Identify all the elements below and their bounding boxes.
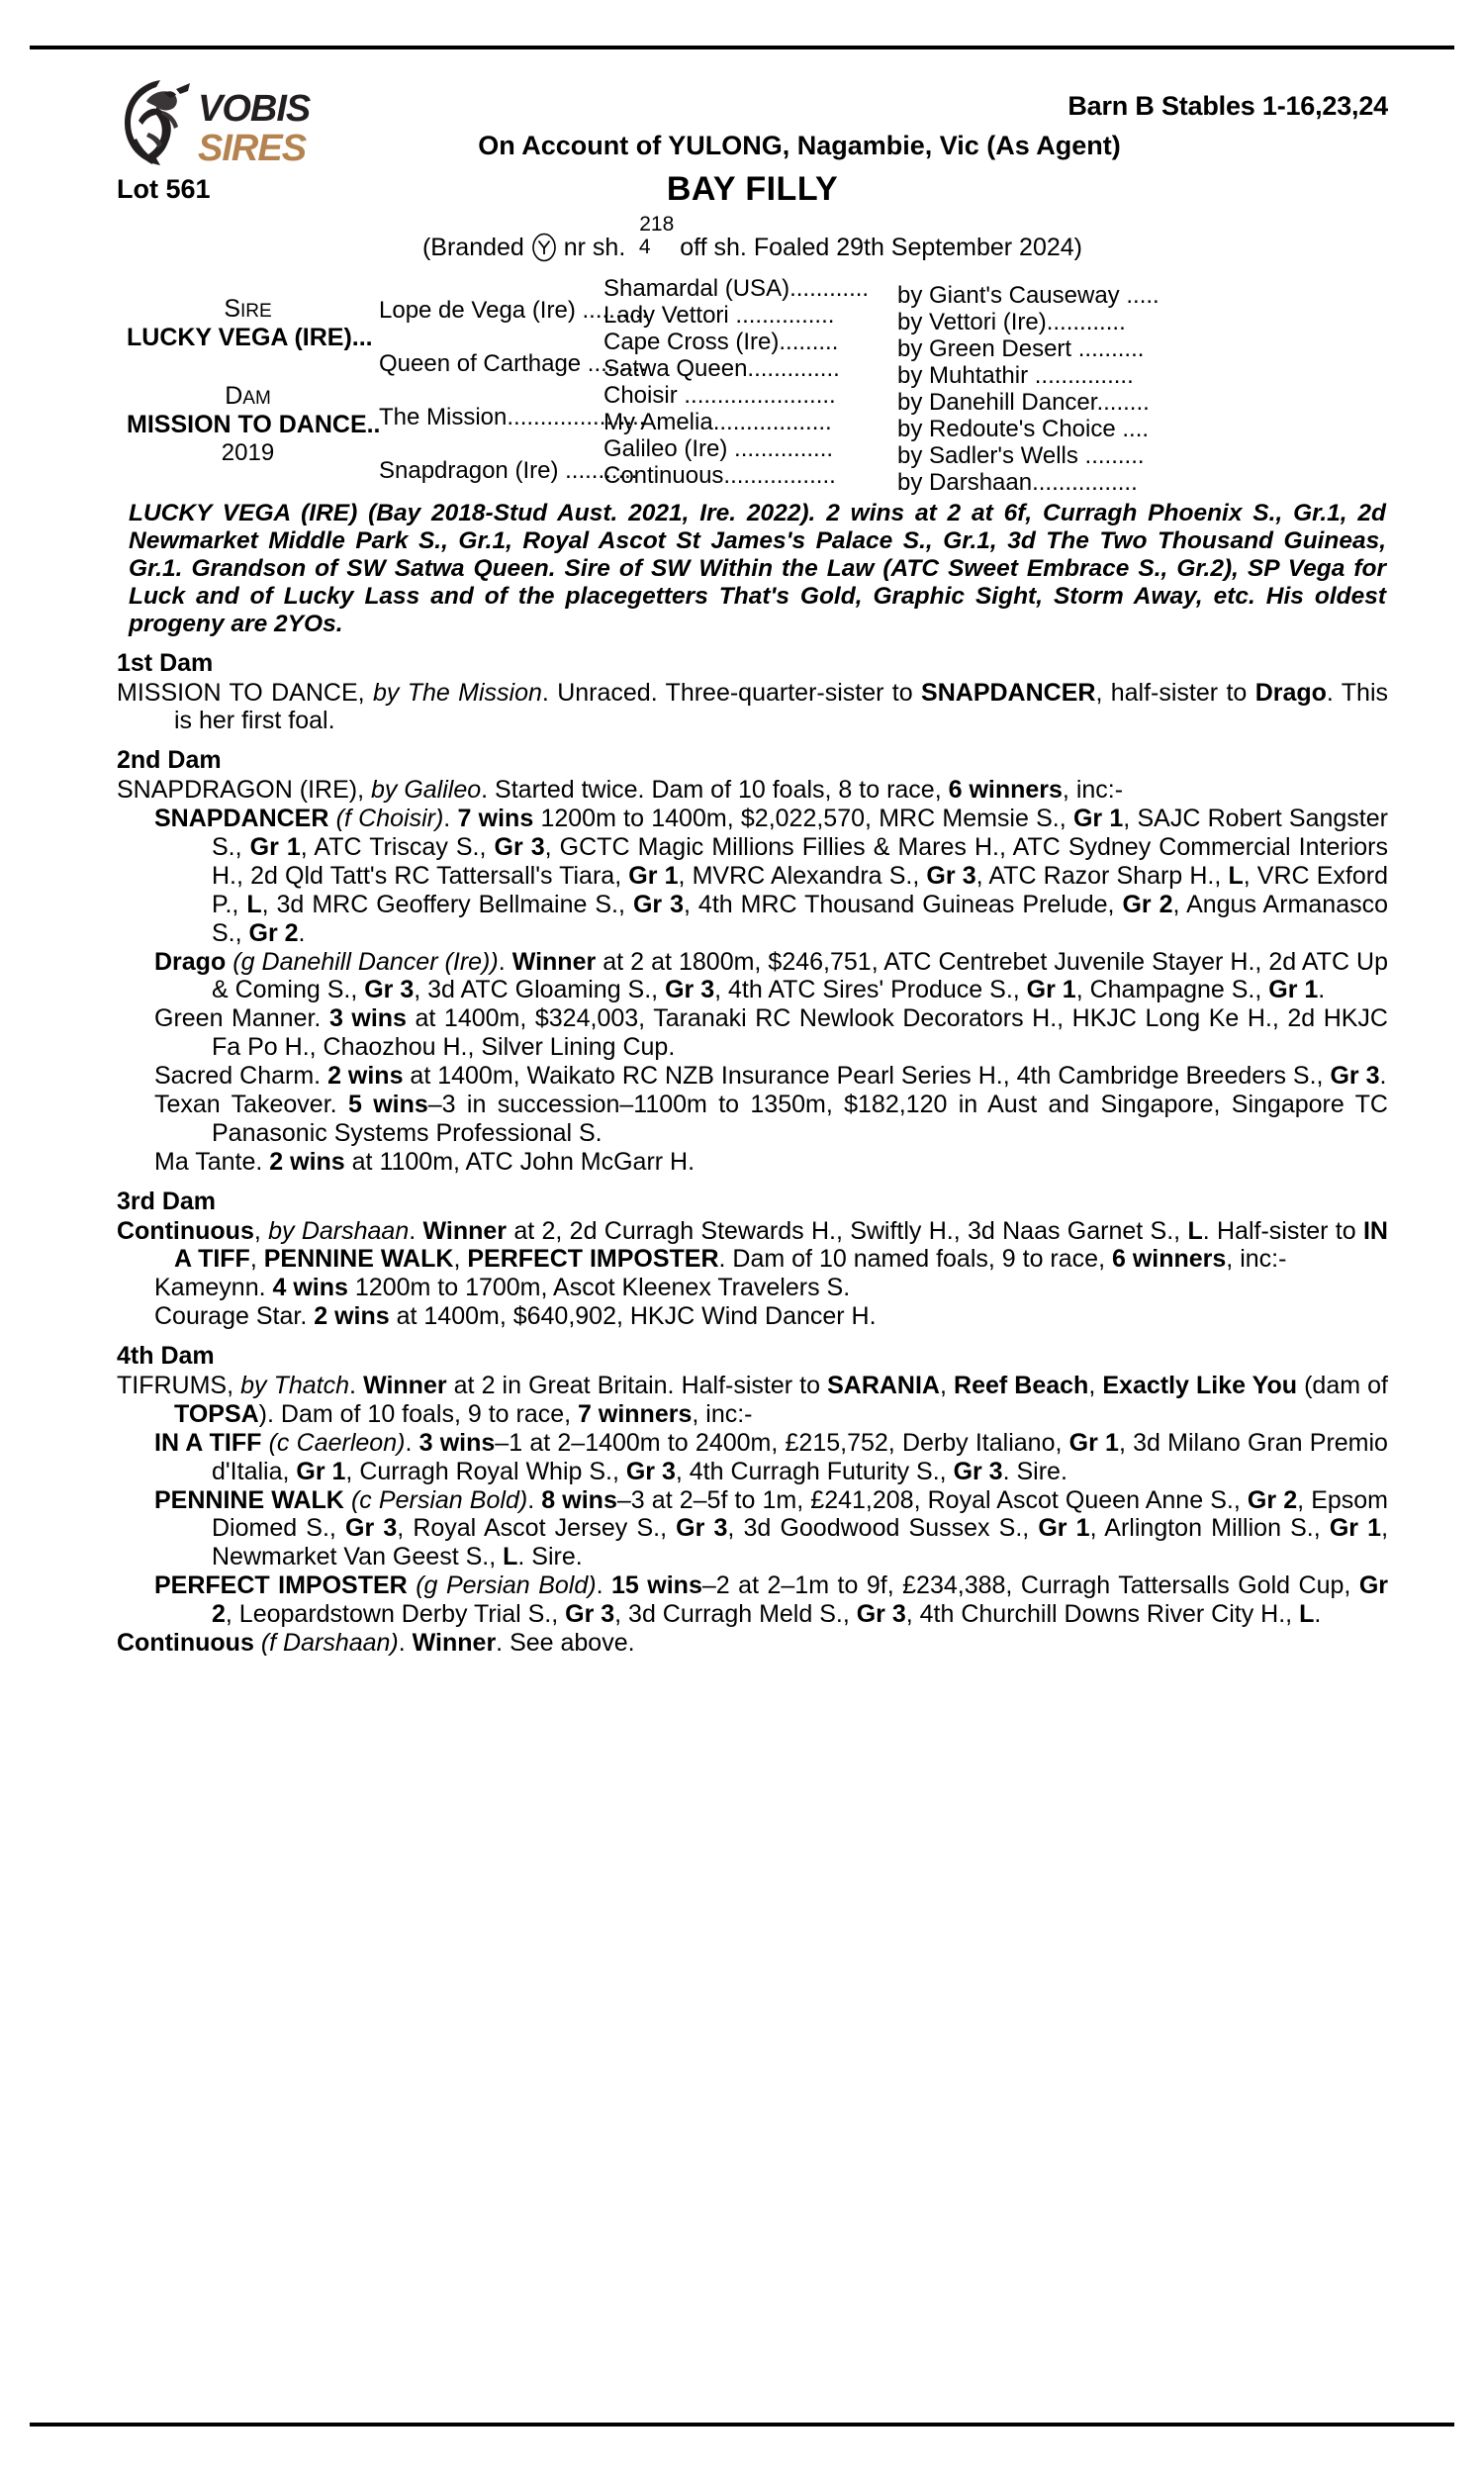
brand-prefix-text: (Branded (421, 234, 524, 261)
pedigree-g3-by-4: by Danehill Dancer........ (897, 389, 1150, 416)
pedigree-entry (117, 1004, 1388, 1062)
brand-fraction-denominator: 4 (638, 236, 651, 258)
pedigree-g3-by-0: by Giant's Causeway ..... (897, 282, 1159, 309)
pedigree-g3-name-0: Shamardal (USA)............ (603, 275, 870, 302)
brand-off-side-text: off sh. Foaled 29th September 2024) (680, 234, 1082, 261)
brand-fraction-numerator: 218 (639, 213, 675, 236)
pedigree-g3-name-3: Satwa Queen.............. (603, 355, 840, 382)
dam-heading: 3rd Dam (117, 1187, 217, 1215)
pedigree-g3-by-5: by Redoute's Choice .... (897, 416, 1150, 442)
pedigree-entry (117, 1302, 1388, 1331)
logo-word-sires: SIRES (198, 128, 307, 168)
page-title: BAY FILLY (666, 170, 839, 208)
brand-details-line (117, 213, 1388, 263)
dam-heading: 4th Dam (117, 1342, 215, 1371)
pedigree-g3-by-7: by Darshaan................ (897, 469, 1138, 496)
pedigree-entry-text: PENNINE WALK (c Persian Bold). 8 wins–3 at 2–5f to 1m, £241,208, Royal Ascot Queen Anne S., Gr 2, Epsom Diomed S., Gr 3, Royal Ascot Jersey S., Gr 3, 3d Goodwood Sussex S., Gr 1, Arlington Million S., Gr 1, Newmarket Van Geest S., L. Sire. (154, 1485, 1389, 1571)
pedigree-entry (117, 1148, 1388, 1177)
pedigree-g2-2: The Mission..................... (379, 404, 646, 430)
pedigree-entry-text: Continuous (f Darshaan). Winner. See above. (117, 1628, 635, 1657)
pedigree-entry-text: Drago (g Danehill Dancer (Ire)). Winner at 2 at 1800m, $246,751, ATC Centrebet Juvenile Stayer H., 2d ATC Up & Coming S., Gr 3, 3d ATC Gloaming S., Gr 3, 4th ATC Sires' Produce S., Gr 1, Champagne S., Gr 1. (154, 947, 1388, 1004)
sire-summary-paragraph: LUCKY VEGA (IRE) (Bay 2018-Stud Aust. 2021, Ire. 2022). 2 wins at 2 at 6f, Curragh Phoenix S., Gr.1, 2d Newmarket Middle Park S., Gr.1, Royal Ascot St James's Palace S., Gr.1, 3d The Two Thousand Guineas, Gr.1. Grandson of SW Satwa Queen. Sire of SW Within the Law (ATC Sweet Embrace S., Gr.2), SP Vega for Luck and of Lucky Lass and of the placegetters That's Gold, Graphic Sight, Storm Away, etc. His oldest progeny are 2YOs. (129, 500, 1386, 637)
dam-label: DAM (225, 382, 271, 410)
pedigree-g3-name-4: Choisir ....................... (603, 382, 836, 409)
pedigree-entry (117, 1486, 1388, 1572)
pedigree-g3-name-2: Cape Cross (Ire)......... (603, 329, 839, 355)
pedigree-entry (117, 1629, 1388, 1658)
pedigree-col-great-grandparents (603, 275, 1385, 496)
pedigree-g3-row-7 (603, 462, 1385, 497)
brand-near-side-text: nr sh. (563, 234, 626, 261)
pedigree-entry-text: MISSION TO DANCE, by The Mission. Unraced. Three-quarter-sister to SNAPDANCER, half-sister to Drago. This is her first foal. (117, 678, 1389, 735)
pedigree-g3-by-6: by Sadler's Wells ......... (897, 442, 1145, 469)
pedigree-entry-text: Green Manner. 3 wins at 1400m, $324,003, Taranaki RC Newlook Decorators H., HKJC Long Ke H., 2d HKJC Fa Po H., Chaozhou H., Silver Lining Cup. (154, 1004, 1388, 1062)
barn-stables-label: Barn B Stables 1-16,23,24 (1067, 91, 1388, 121)
pedigree-entry-text: Kameynn. 4 wins 1200m to 1700m, Ascot Kleenex Travelers S. (154, 1274, 851, 1302)
pedigree-g3-by-2: by Green Desert .......... (897, 335, 1145, 362)
pedigree-g2-1: Queen of Carthage ......... (379, 350, 647, 377)
dam-year: 2019 (221, 439, 275, 466)
pedigree-entry-text: TIFRUMS, by Thatch. Winner at 2 in Great Britain. Half-sister to SARANIA, Reef Beach, Exactly Like You (dam of TOPSA). Dam of 10 foals, 9 to race, 7 winners, inc:- (117, 1372, 1388, 1428)
dam-heading: 2nd Dam (117, 746, 222, 775)
pedigree-g3-name-5: My Amelia.................. (603, 409, 832, 435)
dam-heading: 1st Dam (117, 648, 214, 677)
pedigree-g3-name-7: Continuous................. (603, 462, 836, 489)
pedigree-entry (117, 948, 1388, 1005)
bottom-rule (30, 2423, 1454, 2426)
pedigree-entry (117, 1062, 1388, 1091)
pedigree-entry (117, 1429, 1388, 1486)
dam-sections (117, 649, 1388, 1658)
pedigree-dam-block (127, 382, 381, 467)
dam-name: MISSION TO DANCE.. (127, 411, 381, 438)
pedigree-g3-name-6: Galileo (Ire) ............... (603, 435, 834, 462)
pedigree-entry-text: IN A TIFF (c Caerleon). 3 wins–1 at 2–1400m to 2400m, £215,752, Derby Italiano, Gr 1, 3d Milano Gran Premio d'Italia, Gr 1, Curragh Royal Whip S., Gr 3, 4th Curragh Futurity S., Gr 3. Sire. (154, 1428, 1388, 1485)
vendor-account-label: On Account of YULONG, Nagambie, Vic (As Agent) (478, 131, 1121, 160)
pedigree-entry-text: Continuous, by Darshaan. Winner at 2, 2d Curragh Stewards H., Swiftly H., 3d Naas Garnet S., L. Half-sister to IN A TIFF, PENNINE WALK, PERFECT IMPOSTER. Dam of 10 named foals, 9 to race, 6 winners, inc:- (117, 1216, 1388, 1274)
pedigree-entry (117, 776, 1388, 805)
title-row (117, 170, 1388, 218)
lot-number: Lot 561 (117, 174, 211, 204)
pedigree-entry-text: PERFECT IMPOSTER (g Persian Bold). 15 wins–2 at 2–1m to 9f, £234,388, Curragh Tattersalls Gold Cup, Gr 2, Leopardstown Derby Trial S., Gr 3, 3d Curragh Meld S., Gr 3, 4th Churchill Downs River City H., L. (154, 1571, 1388, 1629)
pedigree-entry-text: Texan Takeover. 5 wins–3 in succession–1100m to 1350m, $182,120 in Aust and Singapore, Singapore TC Panasonic Systems Professional S. (154, 1090, 1388, 1147)
pedigree-g3-name-1: Lady Vettori ............... (603, 302, 835, 329)
pedigree-entry-text: Ma Tante. 2 wins at 1100m, ATC John McGarr H. (154, 1147, 696, 1176)
pedigree-entry-text: SNAPDANCER (f Choisir). 7 wins 1200m to 1400m, $2,022,570, MRC Memsie S., Gr 1, SAJC Robert Sangster S., Gr 1, ATC Triscay S., Gr 3, GCTC Magic Millions Fillies & Mares H., ATC Sydney Commercial Interiors H., 2d Qld Tatt's RC Tattersall's Tiara, Gr 1, MVRC Alexandra S., Gr 3, ATC Razor Sharp H., L, VRC Exford P., L, 3d MRC Geoffery Bellmaine S., Gr 3, 4th MRC Thousand Guineas Prelude, Gr 2, Angus Armanasco S., Gr 2. (154, 805, 1388, 947)
pedigree-entry (117, 679, 1388, 736)
pedigree-col-parents (127, 275, 381, 488)
pedigree-g2-0: Lope de Vega (Ire) .......... (379, 297, 649, 324)
pedigree-entry (117, 1571, 1388, 1629)
pedigree-entry-text: SNAPDRAGON (IRE), by Galileo. Started twice. Dam of 10 foals, 8 to race, 6 winners, inc:- (117, 776, 1124, 805)
pedigree-table (117, 275, 1388, 496)
brand-circle-y-icon (531, 233, 557, 262)
brand-fraction (635, 213, 675, 261)
pedigree-entry (117, 1091, 1388, 1148)
pedigree-g3-by-3: by Muhtathir ............... (897, 362, 1134, 389)
top-rule (30, 46, 1454, 49)
pedigree-entry-text: Sacred Charm. 2 wins at 1400m, Waikato RC NZB Insurance Pearl Series H., 4th Cambridge Breeders S., Gr 3. (154, 1062, 1387, 1091)
pedigree-entry (117, 805, 1388, 947)
pedigree-g2-3: Snapdragon (Ire) ........... (379, 457, 638, 484)
header (117, 59, 1388, 168)
pedigree-col-grandparents (379, 275, 649, 488)
pedigree-entry (117, 1274, 1388, 1302)
pedigree-g3-by-1: by Vettori (Ire)............ (897, 309, 1126, 335)
page-content (117, 59, 1388, 1658)
pedigree-entry (117, 1217, 1388, 1275)
pedigree-entry (117, 1372, 1388, 1429)
logo-word-vobis: VOBIS (198, 88, 311, 130)
sire-name: LUCKY VEGA (IRE)... (127, 324, 373, 351)
sire-label: SIRE (224, 295, 272, 323)
pedigree-entry-text: Courage Star. 2 wins at 1400m, $640,902, HKJC Wind Dancer H. (154, 1302, 877, 1331)
pedigree-sire-block (127, 295, 373, 352)
